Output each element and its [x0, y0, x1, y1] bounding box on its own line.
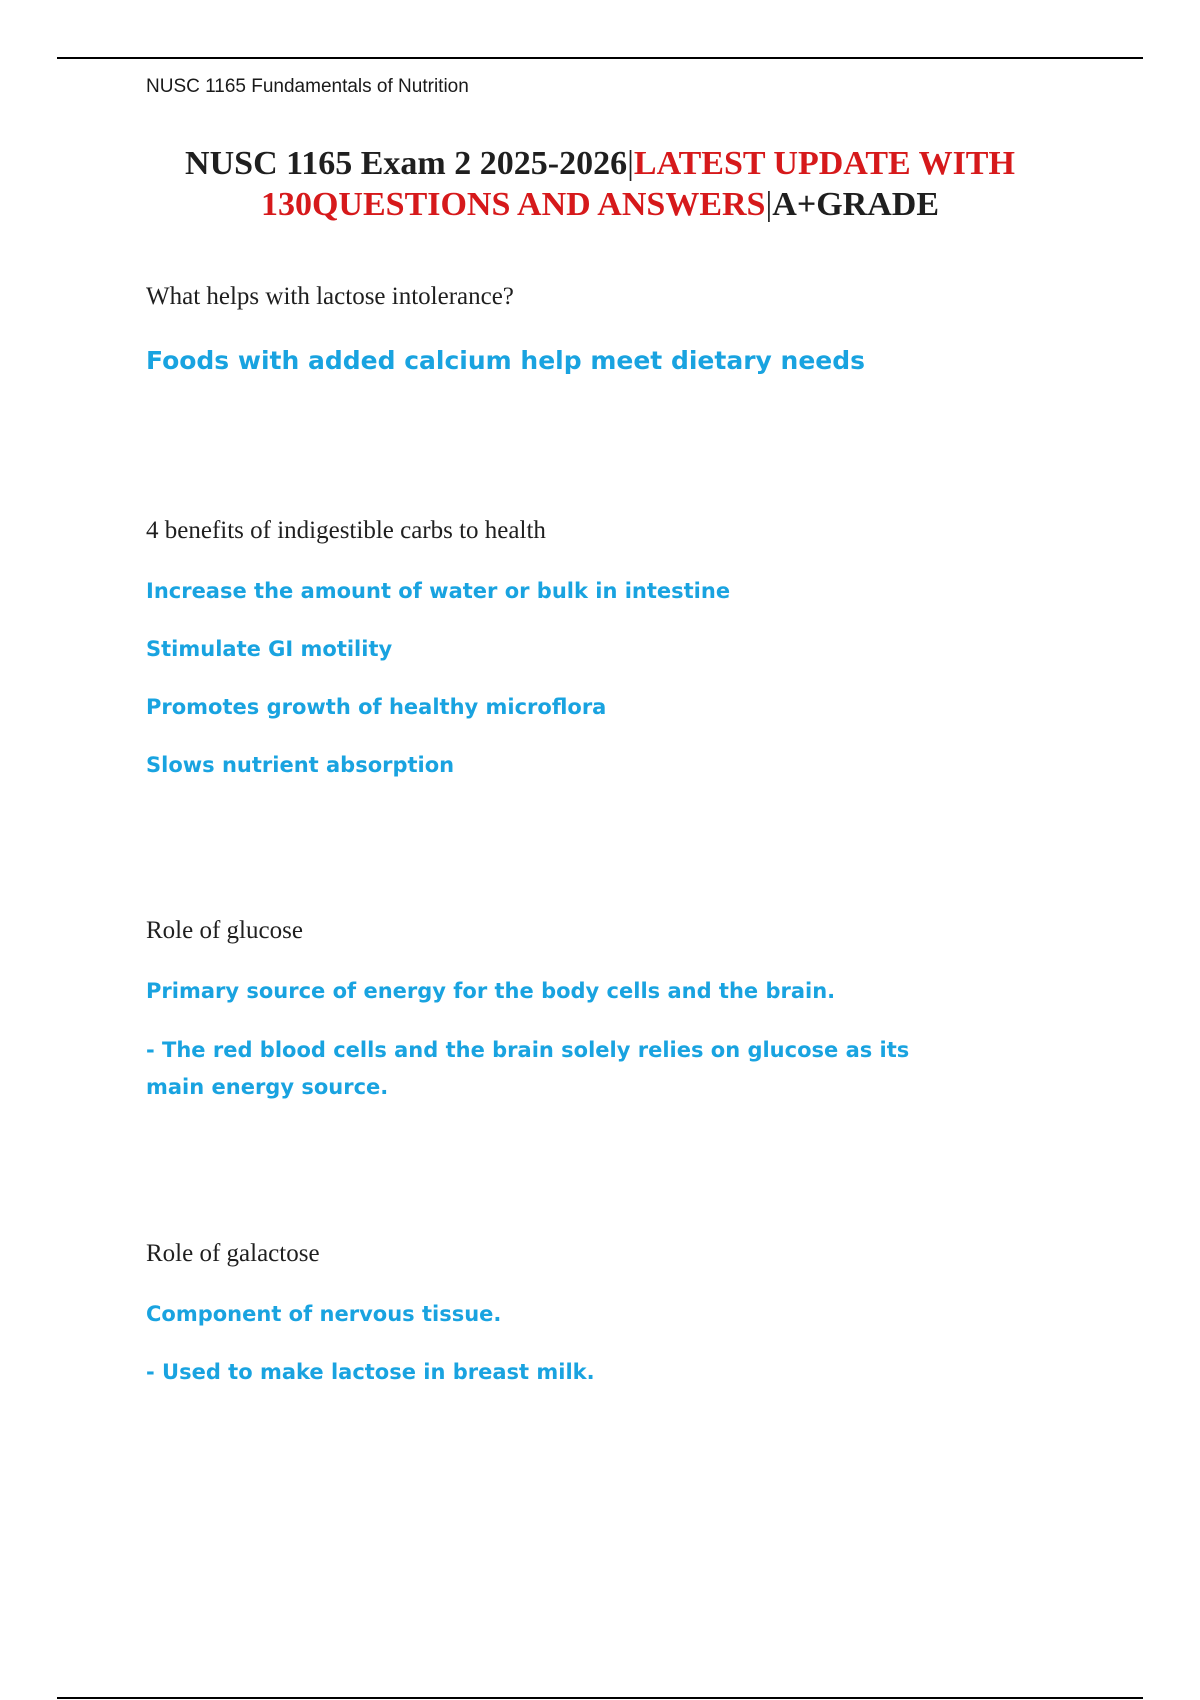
question-indigestible-carbs: 4 benefits of indigestible carbs to health [146, 517, 546, 544]
question-lactose: What helps with lactose intolerance? [146, 283, 514, 310]
answer-carbs-2: Stimulate GI motility [146, 637, 393, 661]
question-glucose: Role of glucose [146, 917, 303, 944]
bottom-rule [57, 1697, 1143, 1699]
answer-galactose-1: Component of nervous tissue. [146, 1302, 502, 1326]
title-update-highlight: LATEST UPDATE WITH 130QUESTIONS AND ANSWERS [260, 145, 1015, 223]
answer-lactose-1: Foods with added calcium help meet dietary needs [146, 346, 866, 375]
answer-glucose-2: - The red blood cells and the brain solely relies on glucose as its main energy source. [146, 1038, 910, 1099]
title-separator-1: | [627, 145, 634, 182]
qa-content [146, 0, 1110, 1700]
question-galactose: Role of galactose [146, 1240, 320, 1267]
title-grade: A+GRADE [772, 186, 939, 223]
title-course-exam: NUSC 1165 Exam 2 2025-2026 [185, 145, 628, 182]
running-header: NUSC 1165 Fundamentals of Nutrition [146, 76, 469, 97]
answer-carbs-1: Increase the amount of water or bulk in intestine [146, 579, 731, 603]
answer-glucose-1: Primary source of energy for the body cells and the brain. [146, 979, 836, 1003]
answer-carbs-4: Slows nutrient absorption [146, 753, 455, 777]
title-separator-2: | [765, 186, 773, 223]
answer-galactose-2: - Used to make lactose in breast milk. [146, 1360, 595, 1384]
answer-carbs-3: Promotes growth of healthy microflora [146, 695, 607, 719]
